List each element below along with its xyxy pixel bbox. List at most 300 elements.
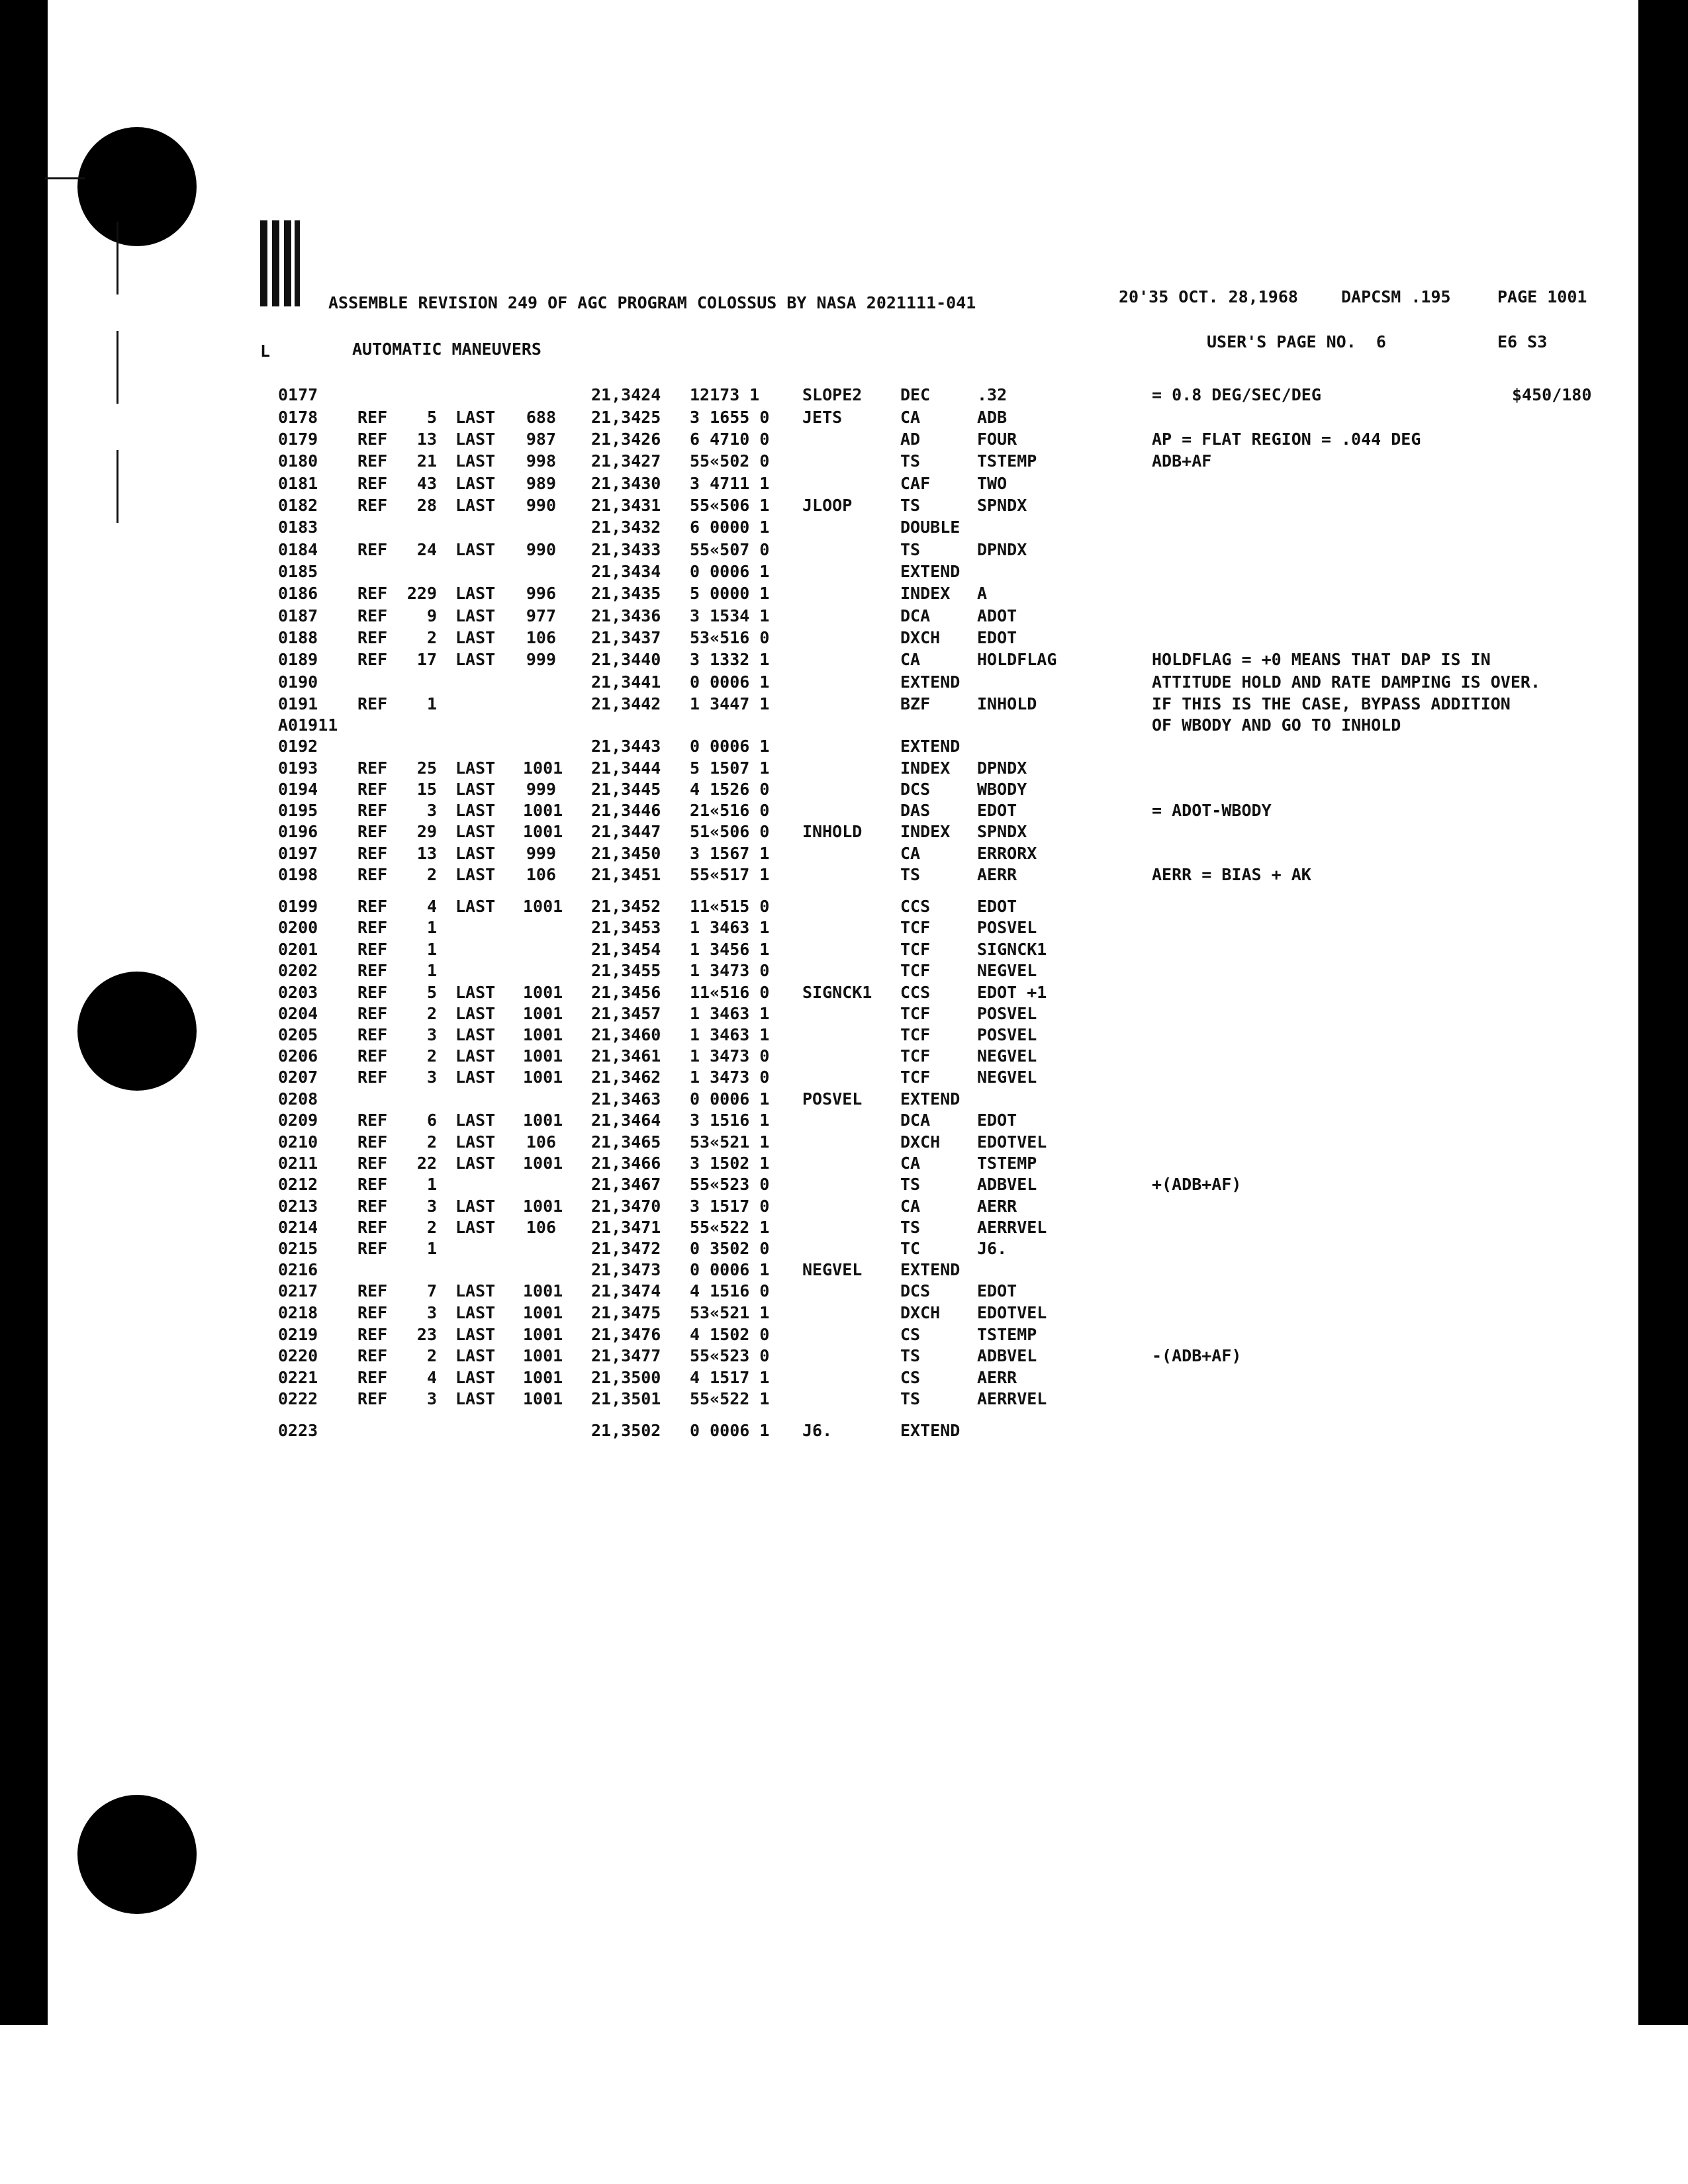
listing-row — [0, 961, 1589, 983]
last-label: LAST — [455, 650, 496, 669]
last-page: 996 — [526, 584, 556, 603]
opcode: TS — [900, 496, 921, 515]
comment: = ADOT-WBODY — [1152, 801, 1272, 820]
address: 21,3431 — [591, 496, 661, 515]
octal-word: 0 0006 1 — [690, 1089, 770, 1109]
address: 21,3447 — [591, 822, 661, 841]
operand: ADBVEL — [977, 1346, 1037, 1365]
last-label: LAST — [455, 408, 496, 427]
ref-label: REF — [357, 496, 388, 515]
octal-word: 3 1516 1 — [690, 1111, 770, 1130]
line-number: 0205 — [278, 1025, 318, 1044]
last-label: LAST — [455, 780, 496, 799]
line-number: 0202 — [278, 961, 318, 980]
last-page: 1001 — [523, 822, 563, 841]
octal-word: 3 4711 1 — [690, 474, 770, 493]
opcode: CA — [900, 844, 921, 863]
address: 21,3426 — [591, 430, 661, 449]
octal-word: 1 3473 0 — [690, 1068, 770, 1087]
ref-count: 3 — [426, 1025, 437, 1044]
octal-word: 53«521 1 — [690, 1132, 770, 1152]
opcode: CCS — [900, 897, 931, 916]
opcode: EXTEND — [900, 1421, 961, 1440]
octal-word: 0 0006 1 — [690, 1421, 770, 1440]
ref-count: 28 — [416, 496, 437, 515]
listing-row — [0, 1025, 1589, 1048]
octal-word: 6 4710 0 — [690, 430, 770, 449]
last-label: LAST — [455, 1218, 496, 1237]
last-page: 1001 — [523, 1004, 563, 1023]
operand: AERRVEL — [977, 1389, 1047, 1408]
binder-line — [117, 222, 118, 295]
address: 21,3465 — [591, 1132, 661, 1152]
operand: SPNDX — [977, 496, 1027, 515]
octal-word: 53«516 0 — [690, 628, 770, 647]
ref-count: 1 — [426, 961, 437, 980]
ref-label: REF — [357, 983, 388, 1002]
opcode: EXTEND — [900, 737, 961, 756]
line-number: 0214 — [278, 1218, 318, 1237]
last-page: 106 — [526, 865, 556, 884]
operand: NEGVEL — [977, 961, 1037, 980]
ref-label: REF — [357, 694, 388, 713]
comment: = 0.8 DEG/SEC/DEG — [1152, 385, 1321, 404]
ref-count: 1 — [426, 1175, 437, 1194]
ref-count: 6 — [426, 1111, 437, 1130]
operand: EDOTVEL — [977, 1132, 1047, 1152]
ref-label: REF — [357, 1154, 388, 1173]
opcode: TCF — [900, 1025, 931, 1044]
operand: FOUR — [977, 430, 1017, 449]
line-number: 0203 — [278, 983, 318, 1002]
opcode: DOUBLE — [900, 518, 961, 537]
octal-word: 55«506 1 — [690, 496, 770, 515]
last-label: LAST — [455, 758, 496, 778]
last-label: LAST — [455, 606, 496, 625]
ref-label: REF — [357, 1046, 388, 1066]
octal-word: 3 1534 1 — [690, 606, 770, 625]
operand: EDOT — [977, 628, 1017, 647]
address: 21,3464 — [591, 1111, 661, 1130]
listing-row — [0, 385, 1592, 408]
listing-row — [0, 737, 1589, 759]
octal-word: 1 3473 0 — [690, 1046, 770, 1066]
ref-label: REF — [357, 961, 388, 980]
ref-count: 2 — [426, 1218, 437, 1237]
opcode: EXTEND — [900, 1260, 961, 1279]
last-label: LAST — [455, 451, 496, 471]
listing-row — [0, 1197, 1589, 1219]
ref-count: 3 — [426, 1197, 437, 1216]
listing-row — [0, 758, 1589, 781]
last-label: LAST — [455, 474, 496, 493]
opcode: DXCH — [900, 628, 941, 647]
line-number: 0204 — [278, 1004, 318, 1023]
line-number: 0217 — [278, 1281, 318, 1300]
ref-label: REF — [357, 430, 388, 449]
address: 21,3430 — [591, 474, 661, 493]
listing-row — [0, 1089, 1589, 1112]
opcode: CAF — [900, 474, 931, 493]
ref-label: REF — [357, 628, 388, 647]
last-label: LAST — [455, 1068, 496, 1087]
ref-count: 25 — [416, 758, 437, 778]
ref-label: REF — [357, 540, 388, 559]
line-number: 0209 — [278, 1111, 318, 1130]
last-label: LAST — [455, 1046, 496, 1066]
octal-word: 1 3463 1 — [690, 918, 770, 937]
last-label: LAST — [455, 801, 496, 820]
opcode: TCF — [900, 1068, 931, 1087]
ref-label: REF — [357, 650, 388, 669]
comment: -(ADB+AF) — [1152, 1346, 1242, 1365]
operand: POSVEL — [977, 918, 1037, 937]
last-label: LAST — [455, 1303, 496, 1322]
address: 21,3501 — [591, 1389, 661, 1408]
listing-row — [0, 715, 1589, 738]
opcode: DEC — [900, 385, 931, 404]
ref-count: 4 — [426, 897, 437, 916]
listing-row — [0, 430, 1589, 452]
ref-count: 3 — [426, 801, 437, 820]
address: 21,3436 — [591, 606, 661, 625]
line-number: 0185 — [278, 562, 318, 581]
line-number: 0220 — [278, 1346, 318, 1365]
line-number: 0181 — [278, 474, 318, 493]
opcode: TCF — [900, 1046, 931, 1066]
last-page: 1001 — [523, 801, 563, 820]
line-number: 0215 — [278, 1239, 318, 1258]
address: 21,3466 — [591, 1154, 661, 1173]
last-label: LAST — [455, 983, 496, 1002]
ref-label: REF — [357, 1368, 388, 1387]
operand: DPNDX — [977, 758, 1027, 778]
last-page: 688 — [526, 408, 556, 427]
listing-row — [0, 451, 1589, 474]
right-comment: $450/180 — [1512, 385, 1592, 404]
ref-count: 7 — [426, 1281, 437, 1300]
ref-count: 23 — [416, 1325, 437, 1344]
ref-label: REF — [357, 1197, 388, 1216]
octal-word: 4 1526 0 — [690, 780, 770, 799]
comment: HOLDFLAG = +0 MEANS THAT DAP IS IN — [1152, 650, 1491, 669]
operand: INHOLD — [977, 694, 1037, 713]
line-number: 0212 — [278, 1175, 318, 1194]
octal-word: 1 3473 0 — [690, 961, 770, 980]
opcode: CA — [900, 1197, 921, 1216]
opcode: TS — [900, 1346, 921, 1365]
ref-count: 5 — [426, 408, 437, 427]
line-number: 0194 — [278, 780, 318, 799]
operand: HOLDFLAG — [977, 650, 1057, 669]
listing-title: ASSEMBLE REVISION 249 OF AGC PROGRAM COLOSSUS BY NASA 2021111-041 — [328, 293, 976, 312]
line-number: 0197 — [278, 844, 318, 863]
listing-row — [0, 672, 1589, 695]
line-number: 0222 — [278, 1389, 318, 1408]
last-page: 998 — [526, 451, 556, 471]
octal-word: 11«515 0 — [690, 897, 770, 916]
last-page: 1001 — [523, 1111, 563, 1130]
ref-label: REF — [357, 1175, 388, 1194]
opcode: EXTEND — [900, 672, 961, 692]
last-page: 1001 — [523, 1154, 563, 1173]
listing-row — [0, 1068, 1589, 1090]
operand: AERR — [977, 1368, 1017, 1387]
symbol-label: J6. — [802, 1421, 833, 1440]
operand: ADB — [977, 408, 1008, 427]
ref-label: REF — [357, 584, 388, 603]
operand: SIGNCK1 — [977, 940, 1047, 959]
listing-row — [0, 540, 1589, 563]
last-page: 1001 — [523, 1346, 563, 1365]
operand: EDOT — [977, 1281, 1017, 1300]
comment: IF THIS IS THE CASE, BYPASS ADDITION — [1152, 694, 1511, 713]
opcode: DXCH — [900, 1303, 941, 1322]
opcode: DCA — [900, 606, 931, 625]
ref-label: REF — [357, 606, 388, 625]
octal-word: 53«521 1 — [690, 1303, 770, 1322]
line-number: 0199 — [278, 897, 318, 916]
address: 21,3453 — [591, 918, 661, 937]
opcode: TS — [900, 451, 921, 471]
line-number: 0188 — [278, 628, 318, 647]
address: 21,3472 — [591, 1239, 661, 1258]
ref-label: REF — [357, 1004, 388, 1023]
octal-word: 3 1655 0 — [690, 408, 770, 427]
listing-row — [0, 865, 1589, 887]
opcode: TCF — [900, 1004, 931, 1023]
last-page: 1001 — [523, 1389, 563, 1408]
address: 21,3462 — [591, 1068, 661, 1087]
address: 21,3471 — [591, 1218, 661, 1237]
line-number: 0180 — [278, 451, 318, 471]
address: 21,3475 — [591, 1303, 661, 1322]
ref-label: REF — [357, 844, 388, 863]
octal-word: 5 1507 1 — [690, 758, 770, 778]
address: 21,3502 — [591, 1421, 661, 1440]
symbol-label: NEGVEL — [802, 1260, 863, 1279]
ref-label: REF — [357, 918, 388, 937]
last-page: 1001 — [523, 1197, 563, 1216]
octal-word: 3 1517 0 — [690, 1197, 770, 1216]
line-number: 0177 — [278, 385, 318, 404]
ref-label: REF — [357, 1281, 388, 1300]
operand: AERR — [977, 865, 1017, 884]
opcode: DXCH — [900, 1132, 941, 1152]
listing-row — [0, 1218, 1589, 1240]
listing-row — [0, 940, 1589, 962]
user-page-number: USER'S PAGE NO. 6 — [1207, 332, 1386, 351]
ref-label: REF — [357, 897, 388, 916]
octal-word: 1 3447 1 — [690, 694, 770, 713]
opcode: TCF — [900, 961, 931, 980]
ref-label: REF — [357, 1346, 388, 1365]
last-label: LAST — [455, 1154, 496, 1173]
ref-count: 1 — [426, 940, 437, 959]
opcode: CCS — [900, 983, 931, 1002]
opcode: TC — [900, 1239, 921, 1258]
octal-word: 1 3456 1 — [690, 940, 770, 959]
address: 21,3427 — [591, 451, 661, 471]
ref-count: 22 — [416, 1154, 437, 1173]
ref-label: REF — [357, 940, 388, 959]
listing-row — [0, 474, 1589, 496]
address: 21,3432 — [591, 518, 661, 537]
opcode: TS — [900, 1218, 921, 1237]
opcode: EXTEND — [900, 1089, 961, 1109]
line-number: 0219 — [278, 1325, 318, 1344]
line-number: 0192 — [278, 737, 318, 756]
opcode: TS — [900, 540, 921, 559]
symbol-label: SLOPE2 — [802, 385, 863, 404]
listing-row — [0, 518, 1589, 540]
address: 21,3444 — [591, 758, 661, 778]
ref-count: 229 — [406, 584, 437, 603]
address: 21,3425 — [591, 408, 661, 427]
listing-row — [0, 1046, 1589, 1069]
listing-row — [0, 1325, 1589, 1347]
opcode: EXTEND — [900, 562, 961, 581]
address: 21,3473 — [591, 1260, 661, 1279]
last-page: 106 — [526, 628, 556, 647]
listing-row — [0, 584, 1589, 606]
last-label: LAST — [455, 1197, 496, 1216]
listing-row — [0, 801, 1589, 823]
ref-count: 3 — [426, 1303, 437, 1322]
address: 21,3463 — [591, 1089, 661, 1109]
line-number: 0191 — [278, 694, 318, 713]
address: 21,3443 — [591, 737, 661, 756]
octal-word: 11«516 0 — [690, 983, 770, 1002]
listing-row — [0, 780, 1589, 802]
opcode: AD — [900, 430, 921, 449]
ref-count: 29 — [416, 822, 437, 841]
listing-row — [0, 822, 1589, 844]
ref-count: 1 — [426, 1239, 437, 1258]
last-page: 1001 — [523, 1325, 563, 1344]
comment: AERR = BIAS + AK — [1152, 865, 1311, 884]
symbol-label: JETS — [802, 408, 843, 427]
last-label: LAST — [455, 1111, 496, 1130]
listing-row — [0, 1111, 1589, 1133]
ref-label: REF — [357, 1303, 388, 1322]
address: 21,3452 — [591, 897, 661, 916]
ref-count: 5 — [426, 983, 437, 1002]
ref-label: REF — [357, 1239, 388, 1258]
operand: ADOT — [977, 606, 1017, 625]
line-number: 0182 — [278, 496, 318, 515]
last-label: LAST — [455, 865, 496, 884]
address: 21,3440 — [591, 650, 661, 669]
opcode: DCS — [900, 780, 931, 799]
opcode: CA — [900, 1154, 921, 1173]
address: 21,3424 — [591, 385, 661, 404]
octal-word: 3 1332 1 — [690, 650, 770, 669]
operand: AERR — [977, 1197, 1017, 1216]
octal-word: 55«507 0 — [690, 540, 770, 559]
comment: AP = FLAT REGION = .044 DEG — [1152, 430, 1421, 449]
address: 21,3455 — [591, 961, 661, 980]
line-number: 0208 — [278, 1089, 318, 1109]
opcode: INDEX — [900, 584, 951, 603]
comment: ATTITUDE HOLD AND RATE DAMPING IS OVER. — [1152, 672, 1540, 692]
address: 21,3454 — [591, 940, 661, 959]
last-label: LAST — [455, 540, 496, 559]
operand: EDOT — [977, 897, 1017, 916]
symbol-label: INHOLD — [802, 822, 863, 841]
operand: TSTEMP — [977, 1154, 1037, 1173]
operand: .32 — [977, 385, 1008, 404]
address: 21,3467 — [591, 1175, 661, 1194]
ref-label: REF — [357, 1389, 388, 1408]
line-number: 0211 — [278, 1154, 318, 1173]
address: 21,3445 — [591, 780, 661, 799]
page-number: PAGE 1001 — [1497, 287, 1587, 306]
last-label: LAST — [455, 584, 496, 603]
operand: SPNDX — [977, 822, 1027, 841]
program-id: DAPCSM .195 — [1341, 287, 1451, 306]
octal-word: 1 3463 1 — [690, 1025, 770, 1044]
opcode: TS — [900, 865, 921, 884]
octal-word: 0 0006 1 — [690, 737, 770, 756]
octal-word: 5 0000 1 — [690, 584, 770, 603]
listing-row — [0, 897, 1589, 919]
line-number: 0206 — [278, 1046, 318, 1066]
symbol-label: POSVEL — [802, 1089, 863, 1109]
last-page: 1001 — [523, 983, 563, 1002]
punch-hole-top — [77, 127, 197, 246]
line-number: 0187 — [278, 606, 318, 625]
octal-word: 3 1502 1 — [690, 1154, 770, 1173]
operand: NEGVEL — [977, 1068, 1037, 1087]
operand: TSTEMP — [977, 451, 1037, 471]
line-number: 0210 — [278, 1132, 318, 1152]
octal-word: 55«522 1 — [690, 1389, 770, 1408]
address: 21,3456 — [591, 983, 661, 1002]
ref-count: 2 — [426, 1004, 437, 1023]
operand: A — [977, 584, 988, 603]
ref-label: REF — [357, 451, 388, 471]
operand: POSVEL — [977, 1025, 1037, 1044]
last-page: 990 — [526, 540, 556, 559]
octal-word: 6 0000 1 — [690, 518, 770, 537]
last-label: LAST — [455, 496, 496, 515]
listing-row — [0, 983, 1589, 1005]
line-number: 0189 — [278, 650, 318, 669]
symbol-label: SIGNCK1 — [802, 983, 872, 1002]
ref-count: 13 — [416, 844, 437, 863]
last-page: 106 — [526, 1218, 556, 1237]
listing-row — [0, 1303, 1589, 1326]
listing-row — [0, 606, 1589, 629]
octal-word: 55«523 0 — [690, 1175, 770, 1194]
address: 21,3441 — [591, 672, 661, 692]
ref-count: 17 — [416, 650, 437, 669]
address: 21,3460 — [591, 1025, 661, 1044]
opcode: DAS — [900, 801, 931, 820]
listing-row — [0, 1346, 1589, 1369]
listing-row — [0, 496, 1589, 518]
opcode: TS — [900, 1175, 921, 1194]
listing-row — [0, 1154, 1589, 1176]
operand: NEGVEL — [977, 1046, 1037, 1066]
listing-row — [0, 1368, 1589, 1390]
ref-count: 3 — [426, 1389, 437, 1408]
listing-row — [0, 1421, 1589, 1443]
address: 21,3461 — [591, 1046, 661, 1066]
ref-label: REF — [357, 1325, 388, 1344]
octal-word: 0 0006 1 — [690, 1260, 770, 1279]
